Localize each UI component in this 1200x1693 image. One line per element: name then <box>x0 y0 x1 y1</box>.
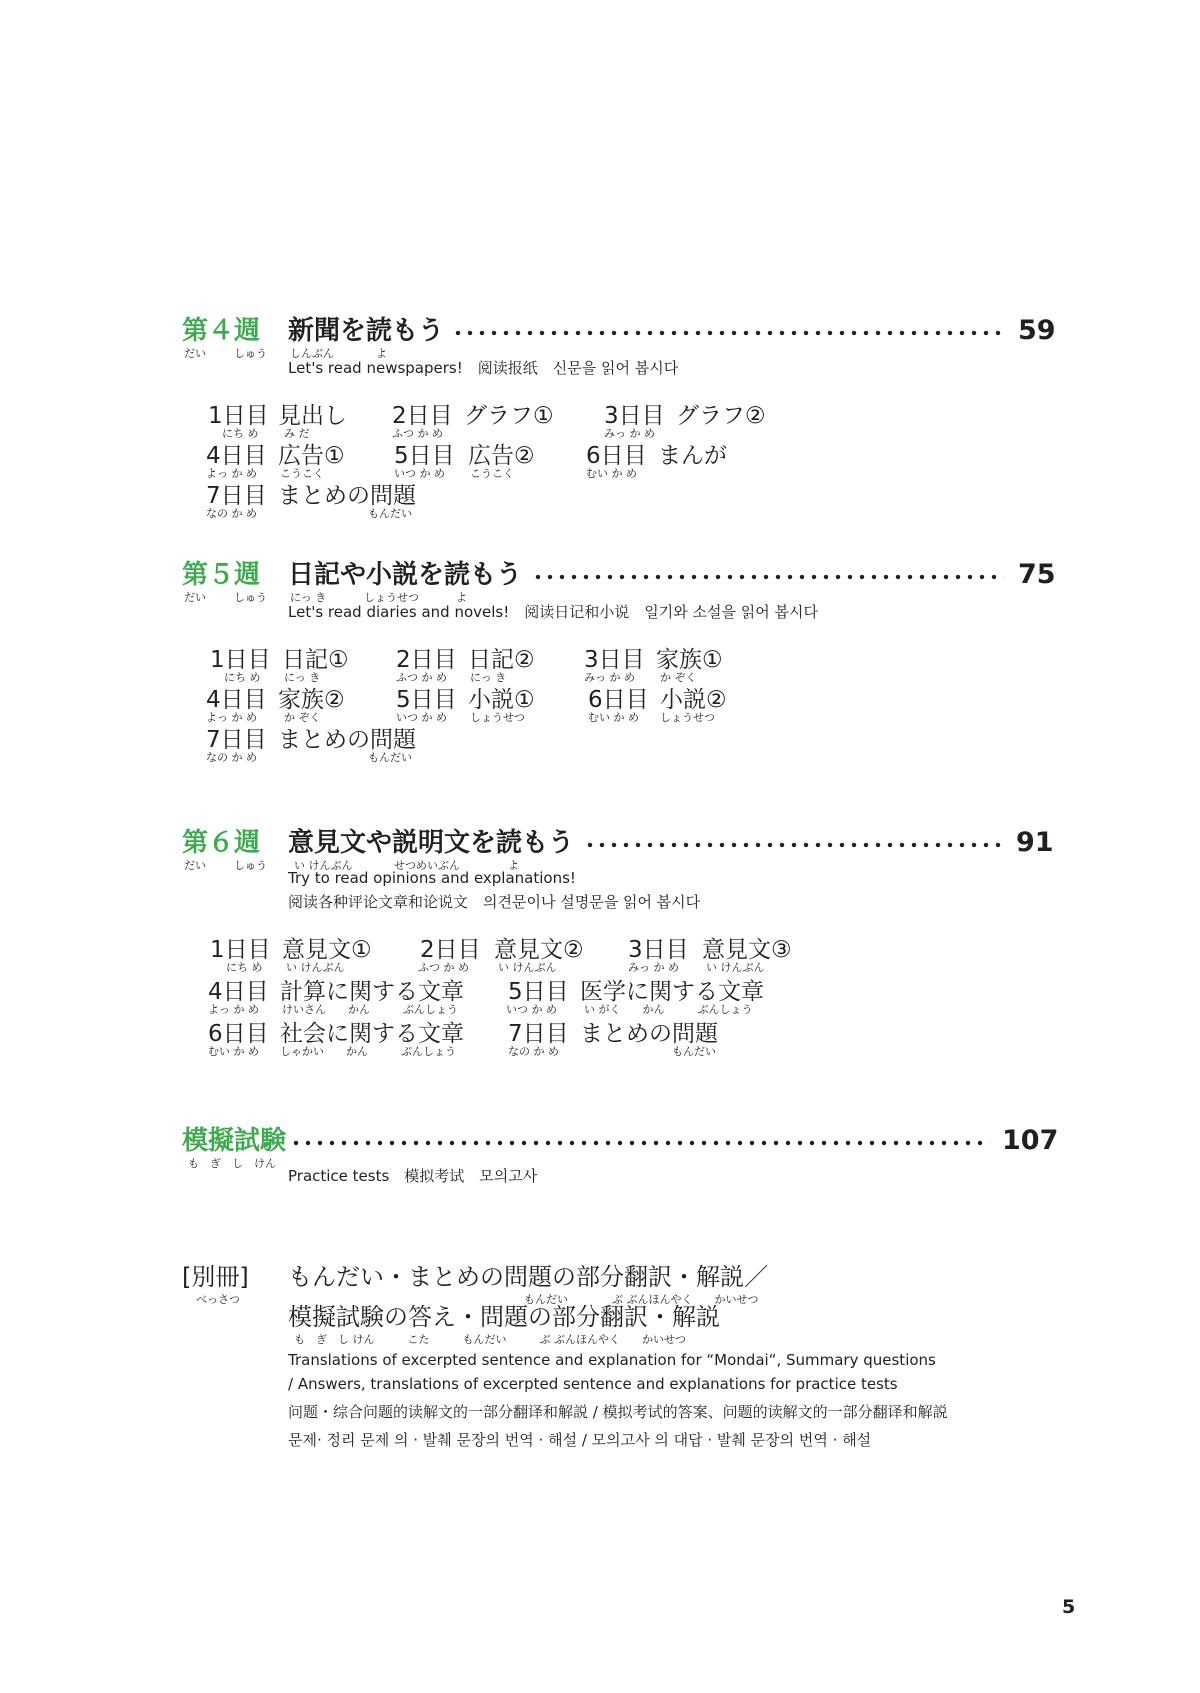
day-ruby: むい か め <box>208 1045 259 1058</box>
appendix-line-1: もんだい・まとめの問題の部分翻訳・解説／ <box>288 1263 768 1291</box>
day-ruby: みっ か め <box>628 961 679 974</box>
day-6-topic: 社会に関する文章 <box>280 1021 464 1047</box>
title-ruby: よ <box>376 347 387 360</box>
day-1: 1日目 <box>210 937 271 963</box>
day-7: 7日目 <box>206 727 267 753</box>
appendix-desc-zh: 问题・综合问题的读解文的一部分翻译和解説 / 模拟考试的答案、问题的读解文的一部分翻译和解説 <box>288 1403 948 1421</box>
appendix-desc-en-2: / Answers, translations of excerpted sentence and explanations for practice tests <box>288 1375 898 1393</box>
day-4-topic: 計算に関する文章 <box>280 979 464 1005</box>
day-5: 5日目 <box>394 443 455 469</box>
page-number: 5 <box>1062 1596 1076 1618</box>
week-ruby-dai: だい <box>184 591 206 604</box>
day-ruby: なの か め <box>206 507 257 520</box>
week-4-label: 第４週 <box>182 316 261 346</box>
topic-ruby: にっ き <box>284 671 321 684</box>
title-ruby: い けんぶん <box>294 859 353 872</box>
week-6-subtitle-en: Try to read opinions and explanations! <box>288 869 576 887</box>
day-ruby: ふつ か め <box>392 427 443 440</box>
day-2: 2日目 <box>396 647 457 673</box>
appendix-label: [別冊] <box>182 1263 249 1291</box>
day-6: 6日目 <box>588 687 649 713</box>
day-1-topic: 日記① <box>282 647 349 673</box>
week-ruby-shuu: しゅう <box>234 591 267 604</box>
day-7: 7日目 <box>508 1021 569 1047</box>
topic-ruby: けいさん かん ぶんしょう <box>282 1003 458 1016</box>
day-1-topic: 見出し <box>278 403 347 429</box>
week-5-label: 第５週 <box>182 560 261 590</box>
day-4-topic: 広告① <box>278 443 345 469</box>
week-5-subtitle: Let's read diaries and novels! 阅读日记和小说 일기와 소설을 읽어 봅시다 <box>288 603 818 621</box>
week-ruby-dai: だい <box>184 859 206 872</box>
title-ruby: よ <box>508 859 519 872</box>
dot-leader <box>532 572 1004 582</box>
day-7-topic: まとめの問題 <box>278 483 416 509</box>
mock-exam-ruby: も ぎ し けん <box>188 1157 276 1170</box>
title-ruby: よ <box>456 591 467 604</box>
day-ruby: なの か め <box>508 1045 559 1058</box>
topic-ruby: い がく かん ぶんしょう <box>584 1003 753 1016</box>
topic-ruby: い けんぶん <box>706 961 765 974</box>
topic-ruby: か ぞく <box>660 671 697 684</box>
week-ruby-shuu: しゅう <box>234 859 267 872</box>
day-3: 3日目 <box>584 647 645 673</box>
day-5: 5日目 <box>396 687 457 713</box>
day-4: 4日目 <box>206 443 267 469</box>
title-ruby: せつめいぶん <box>394 859 460 872</box>
week-4-subtitle: Let's read newspapers! 阅读报纸 신문을 읽어 봅시다 <box>288 359 679 377</box>
mock-exam-subtitle: Practice tests 模拟考试 모의고사 <box>288 1167 538 1185</box>
title-ruby: にっ き <box>290 591 327 604</box>
week-4-page[interactable]: 59 <box>1018 315 1056 346</box>
mock-exam-title: 模擬試験 <box>182 1126 287 1156</box>
day-5-topic: 小説① <box>468 687 535 713</box>
day-ruby: いつ か め <box>506 1003 557 1016</box>
topic-ruby: か ぞく <box>284 711 321 724</box>
week-ruby-shuu: しゅう <box>234 347 267 360</box>
day-7: 7日目 <box>206 483 267 509</box>
week-4-title: 新聞を読もう <box>288 316 445 346</box>
day-1: 1日目 <box>210 647 271 673</box>
day-ruby: ふつ か め <box>396 671 447 684</box>
day-6: 6日目 <box>208 1021 269 1047</box>
week-5-page[interactable]: 75 <box>1018 559 1056 590</box>
appendix-line-2: 模擬試験の答え・問題の部分翻訳・解説 <box>288 1303 720 1331</box>
day-1: 1日目 <box>208 403 269 429</box>
topic-ruby: しゃかい かん ぶんしょう <box>280 1045 456 1058</box>
appendix-desc-ko: 문제· 정리 문제 의 · 발췌 문장의 번역 · 해설 / 모의고사 의 대답 · 발췌 문장의 번역 · 해설 <box>288 1431 872 1449</box>
day-ruby: むい か め <box>586 467 637 480</box>
topic-ruby: こうこく <box>470 467 514 480</box>
topic-ruby: い けんぶん <box>498 961 557 974</box>
dot-leader <box>452 328 1004 338</box>
day-2-topic: 日記② <box>468 647 535 673</box>
day-1-topic: 意見文① <box>282 937 372 963</box>
week-6-label: 第６週 <box>182 828 261 858</box>
day-3: 3日目 <box>628 937 689 963</box>
day-5-topic: 医学に関する文章 <box>580 979 764 1005</box>
day-5: 5日目 <box>508 979 569 1005</box>
topic-ruby: しょうせつ <box>660 711 715 724</box>
day-3-topic: グラフ② <box>676 403 766 429</box>
topic-ruby: しょうせつ <box>470 711 525 724</box>
day-ruby: ふつ か め <box>418 961 469 974</box>
day-ruby: よっ か め <box>206 711 257 724</box>
day-ruby: にち め <box>222 427 259 440</box>
day-ruby: にち め <box>226 961 263 974</box>
day-5-topic: 広告② <box>468 443 535 469</box>
day-ruby: よっ か め <box>206 467 257 480</box>
day-6-topic: 小説② <box>660 687 727 713</box>
topic-ruby: こうこく <box>280 467 324 480</box>
appendix-desc-en-1: Translations of excerpted sentence and explanation for “Mondai“, Summary questions <box>288 1351 936 1369</box>
week-ruby-dai: だい <box>184 347 206 360</box>
day-ruby: いつ か め <box>396 711 447 724</box>
topic-ruby: み だ <box>284 427 310 440</box>
day-3-topic: 家族① <box>656 647 723 673</box>
topic-ruby: もんだい <box>672 1045 716 1058</box>
appendix-line-2-ruby: も ぎ し けん こた もんだい ぶ ぶんほんやく かいせつ <box>294 1333 686 1346</box>
appendix-label-ruby: べっさつ <box>196 1293 240 1306</box>
week-6-subtitle-zh-ko: 阅读各种评论文章和论说文 의견문이나 설명문을 읽어 봅시다 <box>288 893 701 911</box>
topic-ruby: もんだい <box>368 507 412 520</box>
topic-ruby: い けんぶん <box>286 961 345 974</box>
title-ruby: しょうせつ <box>364 591 419 604</box>
topic-ruby: もんだい <box>368 751 412 764</box>
day-ruby: みっ か め <box>604 427 655 440</box>
dot-leader <box>584 840 1004 850</box>
appendix-line-1-ruby: もんだい ぶ ぶんほんやく かいせつ <box>524 1293 759 1306</box>
day-3-topic: 意見文③ <box>702 937 792 963</box>
title-ruby: しんぶん <box>290 347 334 360</box>
day-ruby: よっ か め <box>208 1003 259 1016</box>
week-6-page[interactable]: 91 <box>1016 827 1054 858</box>
day-2-topic: 意見文② <box>494 937 584 963</box>
day-7-topic: まとめの問題 <box>278 727 416 753</box>
day-4-topic: 家族② <box>278 687 345 713</box>
day-6-topic: まんが <box>658 443 727 469</box>
day-7-topic: まとめの問題 <box>580 1021 718 1047</box>
day-2-topic: グラフ① <box>464 403 554 429</box>
day-ruby: いつ か め <box>394 467 445 480</box>
topic-ruby: にっ き <box>470 671 507 684</box>
day-4: 4日目 <box>206 687 267 713</box>
week-6-title: 意見文や説明文を読もう <box>288 828 575 858</box>
day-ruby: なの か め <box>206 751 257 764</box>
day-3: 3日目 <box>604 403 665 429</box>
day-ruby: むい か め <box>588 711 639 724</box>
day-6: 6日目 <box>586 443 647 469</box>
mock-exam-page[interactable]: 107 <box>1002 1125 1059 1156</box>
day-4: 4日目 <box>208 979 269 1005</box>
day-ruby: みっ か め <box>584 671 635 684</box>
day-ruby: にち め <box>224 671 261 684</box>
dot-leader <box>290 1138 990 1148</box>
week-5-title: 日記や小説を読もう <box>288 560 523 590</box>
day-2: 2日目 <box>420 937 481 963</box>
day-2: 2日目 <box>392 403 453 429</box>
